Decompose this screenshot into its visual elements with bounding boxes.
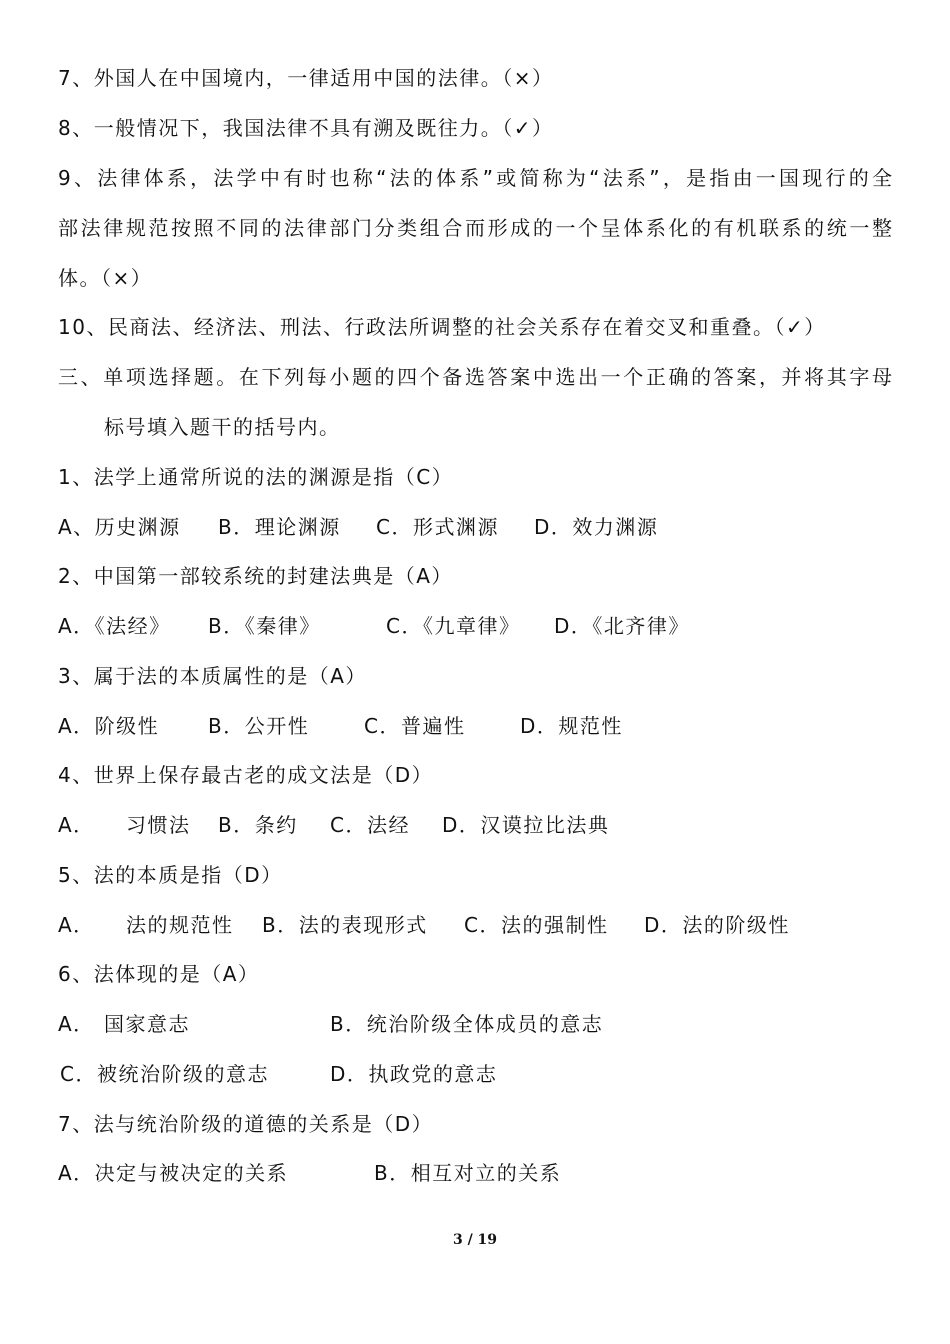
question-6-stem: 6、法体现的是（A） <box>58 962 260 986</box>
option-b: B．相互对立的关系 <box>374 1161 562 1185</box>
option-a-text: 国家意志 <box>104 1012 190 1036</box>
option-d: D．规范性 <box>520 714 623 738</box>
judgment-item-9-line-2: 部法律规范按照不同的法律部门分类组合而形成的一个呈体系化的有机联系的统一整 <box>58 216 892 240</box>
question-5-options <box>58 900 892 950</box>
judgment-item-10: 10、民商法、经济法、刑法、行政法所调整的社会关系存在着交叉和重叠。（✓） <box>58 315 826 339</box>
option-d: D．效力渊源 <box>534 515 659 539</box>
option-a: A、历史渊源 <box>58 515 181 539</box>
option-c: C．被统治阶级的意志 <box>60 1062 269 1086</box>
option-a: A．决定与被决定的关系 <box>58 1161 289 1185</box>
question-4-stem: 4、世界上保存最古老的成文法是（D） <box>58 763 434 787</box>
option-a-label: A． <box>58 913 95 937</box>
question-6-options-row-2 <box>58 1049 892 1099</box>
option-a: A．《法经》 <box>58 614 171 638</box>
question-1-stem: 1、法学上通常所说的法的渊源是指（C） <box>58 465 454 489</box>
question-2-stem: 2、中国第一部较系统的封建法典是（A） <box>58 564 453 588</box>
question-5-stem: 5、法的本质是指（D） <box>58 863 283 887</box>
option-b: B．法的表现形式 <box>262 913 428 937</box>
option-b: B．理论渊源 <box>218 515 341 539</box>
page-number: 3 / 19 <box>452 1232 498 1248</box>
question-7-stem: 7、法与统治阶级的道德的关系是（D） <box>58 1112 434 1136</box>
option-d: D．执政党的意志 <box>330 1062 498 1086</box>
option-d: D．法的阶级性 <box>644 913 790 937</box>
option-c: C．形式渊源 <box>376 515 499 539</box>
judgment-item-8: 8、一般情况下，我国法律不具有溯及既往力。（✓） <box>58 116 554 140</box>
option-b: B．条约 <box>218 813 298 837</box>
option-a-text: 法的规范性 <box>126 913 234 937</box>
option-a-label: A． <box>58 1012 95 1036</box>
option-a: A．阶级性 <box>58 714 160 738</box>
judgment-item-9-line-3: 体。（×） <box>58 266 153 290</box>
judgment-item-7: 7、外国人在中国境内，一律适用中国的法律。（×） <box>58 66 554 90</box>
option-c: C．普遍性 <box>364 714 466 738</box>
option-a-label: A． <box>58 813 95 837</box>
question-7-options <box>58 1148 892 1198</box>
option-c: C．法的强制性 <box>464 913 609 937</box>
question-2-options <box>58 601 892 651</box>
question-4-options <box>58 800 892 850</box>
question-3-stem: 3、属于法的本质属性的是（A） <box>58 664 367 688</box>
question-6-options-row-1 <box>58 999 892 1049</box>
option-c: C．法经 <box>330 813 410 837</box>
question-3-options <box>58 701 892 751</box>
option-b: B．公开性 <box>208 714 310 738</box>
option-b: B．《秦律》 <box>208 614 321 638</box>
option-a-text: 习惯法 <box>126 813 191 837</box>
section-heading-continuation: 标号填入题干的括号内。 <box>104 415 341 439</box>
judgment-item-9-line-1: 9、法律体系，法学中有时也称“法的体系”或简称为“法系”，是指由一国现行的全 <box>58 166 892 190</box>
question-1-options <box>58 502 892 552</box>
section-heading-single-choice: 三、单项选择题。在下列每小题的四个备选答案中选出一个正确的答案，并将其字母 <box>58 365 892 389</box>
option-c: C．《九章律》 <box>386 614 521 638</box>
option-d: D．汉谟拉比法典 <box>442 813 610 837</box>
option-d: D．《北齐律》 <box>554 614 690 638</box>
option-b: B．统治阶级全体成员的意志 <box>330 1012 604 1036</box>
